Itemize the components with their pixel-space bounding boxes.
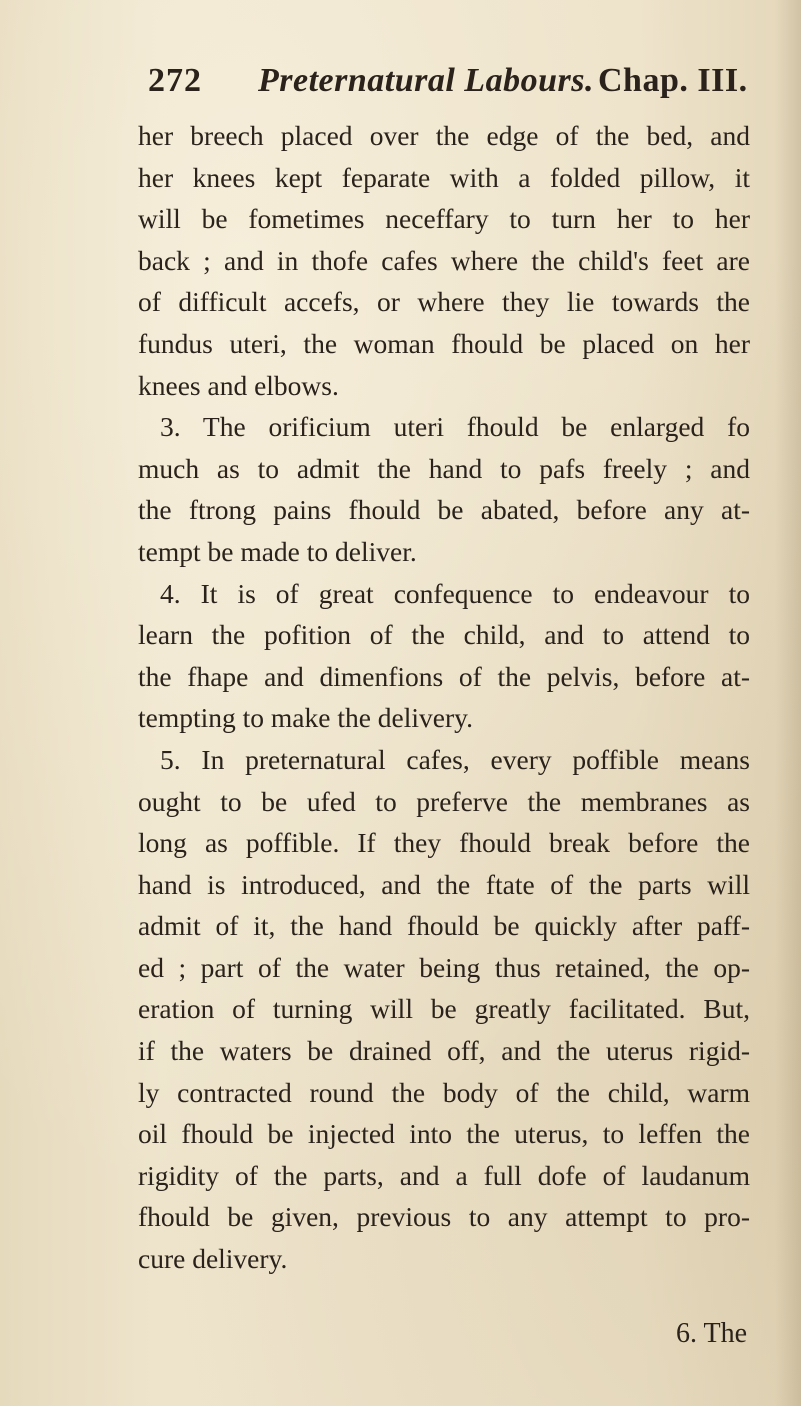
text-line: ed ; part of the water being thus retained, the op- [138, 951, 750, 983]
text-line: long as poffible. If they fhould break before the [138, 827, 750, 859]
body-text [138, 115, 750, 1280]
text-line: ought to be ufed to preferve the membranes as [138, 785, 750, 817]
text-line: will be fometimes neceffary to turn her to her [138, 203, 750, 235]
text-line: her knees kept feparate with a folded pillow, it [138, 161, 750, 193]
text-line: if the waters be drained off, and the uterus rigid- [138, 1035, 750, 1067]
text-line: 5. In preternatural cafes, every poffible means [160, 743, 750, 775]
text-line: fundus uteri, the woman fhould be placed on her [138, 327, 750, 359]
text-line: oil fhould be injected into the uterus, to leffen the [138, 1118, 750, 1150]
text-line: cure delivery. [138, 1243, 288, 1275]
text-line: the ftrong pains fhould be abated, before any at- [138, 494, 750, 526]
text-line: her breech placed over the edge of the bed, and [138, 120, 750, 151]
running-head [0, 62, 801, 106]
page-number: 272 [148, 62, 202, 99]
text-line: of difficult accefs, or where they lie towards the [138, 286, 750, 318]
running-title: Preternatural Labours. [258, 62, 594, 99]
text-line: hand is introduced, and the ftate of the parts will [138, 868, 750, 900]
text-line: much as to admit the hand to pafs freely ; and [138, 452, 750, 484]
text-line: the fhape and dimenfions of the pelvis, before at- [138, 660, 750, 692]
text-line: eration of turning will be greatly facilitated. But, [138, 993, 750, 1025]
text-line: back ; and in thofe cafes where the child's feet are [138, 244, 750, 276]
text-line: ly contracted round the body of the child, warm [138, 1076, 750, 1108]
text-line: learn the pofition of the child, and to attend to [138, 619, 750, 651]
text-line: admit of it, the hand fhould be quickly after paff- [138, 910, 750, 942]
text-line: tempting to make the delivery. [138, 702, 473, 734]
text-line: knees and elbows. [138, 369, 339, 401]
chapter-label: Chap. III. [598, 62, 748, 99]
text-line: tempt be made to deliver. [138, 535, 417, 567]
catchword: 6. The [676, 1318, 748, 1349]
text-line: fhould be given, previous to any attempt to pro- [138, 1201, 750, 1233]
page-edge-shadow [775, 0, 801, 1406]
text-line: 4. It is of great confequence to endeavour to [160, 577, 750, 609]
text-line: rigidity of the parts, and a full dofe of laudanum [138, 1159, 750, 1191]
text-line: 3. The orificium uteri fhould be enlarged fo [160, 411, 750, 443]
